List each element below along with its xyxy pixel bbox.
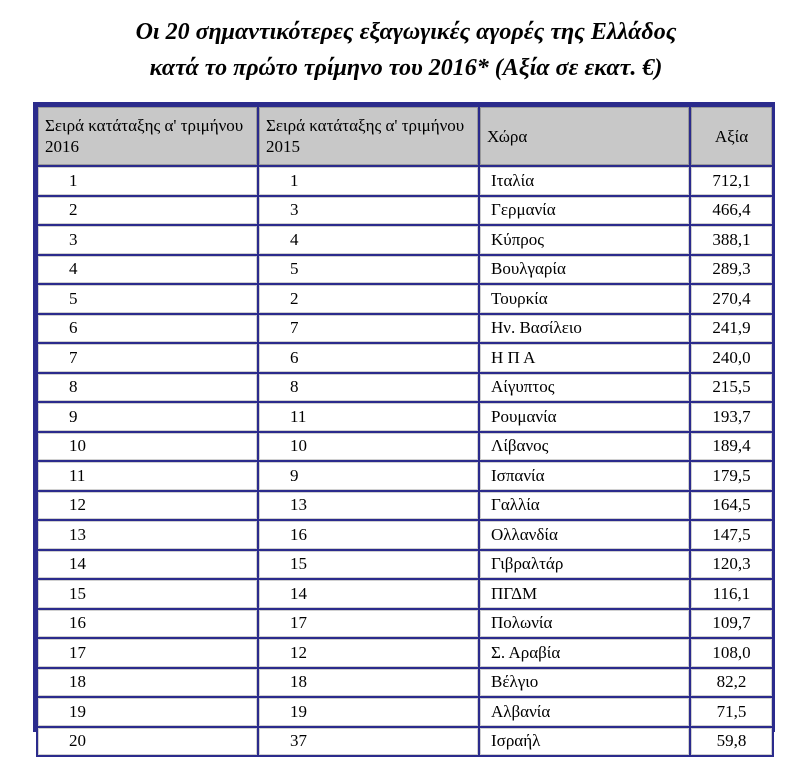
cell-value: 179,5 — [691, 462, 772, 490]
cell-country: Σ. Αραβία — [480, 639, 689, 667]
cell-value: 109,7 — [691, 610, 772, 638]
cell-rank-2015: 2 — [259, 285, 478, 313]
cell-value: 215,5 — [691, 374, 772, 402]
title-line-2: κατά το πρώτο τρίμηνο του 2016* (Αξία σε εκατ. €) — [149, 55, 663, 81]
cell-rank-2016: 5 — [38, 285, 257, 313]
cell-country: Ολλανδία — [480, 521, 689, 549]
cell-country: ΠΓΔΜ — [480, 580, 689, 608]
table-header-row — [38, 107, 772, 165]
cell-rank-2016: 15 — [38, 580, 257, 608]
cell-country: Αλβανία — [480, 698, 689, 726]
cell-rank-2015: 15 — [259, 551, 478, 579]
cell-value: 240,0 — [691, 344, 772, 372]
page-title — [0, 14, 812, 86]
cell-country: Ισπανία — [480, 462, 689, 490]
cell-country: Γαλλία — [480, 492, 689, 520]
cell-rank-2015: 16 — [259, 521, 478, 549]
cell-rank-2015: 1 — [259, 167, 478, 195]
cell-value: 270,4 — [691, 285, 772, 313]
cell-rank-2015: 3 — [259, 197, 478, 225]
cell-rank-2016: 11 — [38, 462, 257, 490]
cell-rank-2015: 12 — [259, 639, 478, 667]
table-row — [38, 639, 772, 667]
cell-value: 712,1 — [691, 167, 772, 195]
cell-rank-2016: 3 — [38, 226, 257, 254]
cell-country: Ισραήλ — [480, 728, 689, 756]
export-markets-table-frame — [33, 102, 775, 751]
table-row — [38, 256, 772, 284]
table-row — [38, 462, 772, 490]
cell-rank-2015: 14 — [259, 580, 478, 608]
cell-country: Ρουμανία — [480, 403, 689, 431]
title-line-1: Οι 20 σημαντικότερες εξαγωγικές αγορές της Ελλάδος — [135, 19, 677, 45]
cell-country: Βέλγιο — [480, 669, 689, 697]
table-row — [38, 551, 772, 579]
cell-value: 164,5 — [691, 492, 772, 520]
cell-rank-2016: 9 — [38, 403, 257, 431]
cell-value: 116,1 — [691, 580, 772, 608]
table-row — [38, 433, 772, 461]
cell-value: 71,5 — [691, 698, 772, 726]
cell-country: Βουλγαρία — [480, 256, 689, 284]
cell-rank-2015: 8 — [259, 374, 478, 402]
cell-rank-2016: 2 — [38, 197, 257, 225]
cell-value: 120,3 — [691, 551, 772, 579]
cell-value: 289,3 — [691, 256, 772, 284]
cell-value: 388,1 — [691, 226, 772, 254]
cell-rank-2016: 10 — [38, 433, 257, 461]
cell-country: Κύπρος — [480, 226, 689, 254]
cell-country: Πολωνία — [480, 610, 689, 638]
table-row — [38, 374, 772, 402]
table-row — [38, 403, 772, 431]
table-row — [38, 344, 772, 372]
cell-value: 466,4 — [691, 197, 772, 225]
cell-rank-2016: 12 — [38, 492, 257, 520]
cell-value: 193,7 — [691, 403, 772, 431]
cell-rank-2016: 4 — [38, 256, 257, 284]
cell-rank-2015: 17 — [259, 610, 478, 638]
table-body — [38, 167, 772, 755]
cell-rank-2016: 6 — [38, 315, 257, 343]
cell-country: Ην. Βασίλειο — [480, 315, 689, 343]
cell-rank-2016: 14 — [38, 551, 257, 579]
export-markets-table — [36, 105, 774, 757]
table-row — [38, 492, 772, 520]
cell-rank-2015: 7 — [259, 315, 478, 343]
table-row — [38, 197, 772, 225]
cell-rank-2016: 13 — [38, 521, 257, 549]
cell-rank-2015: 4 — [259, 226, 478, 254]
cell-rank-2015: 18 — [259, 669, 478, 697]
cell-rank-2015: 37 — [259, 728, 478, 756]
table-row — [38, 580, 772, 608]
table-row — [38, 610, 772, 638]
cell-value: 189,4 — [691, 433, 772, 461]
table-row — [38, 315, 772, 343]
table-row — [38, 698, 772, 726]
cell-value: 82,2 — [691, 669, 772, 697]
cell-rank-2016: 8 — [38, 374, 257, 402]
cell-country: Γερμανία — [480, 197, 689, 225]
cell-country: Αίγυπτος — [480, 374, 689, 402]
header-rank-2016: Σειρά κατάταξης α' τριμήνου 2016 — [38, 107, 257, 165]
cell-rank-2016: 7 — [38, 344, 257, 372]
cell-value: 241,9 — [691, 315, 772, 343]
cell-rank-2016: 18 — [38, 669, 257, 697]
cell-country: Γιβραλτάρ — [480, 551, 689, 579]
cell-rank-2016: 20 — [38, 728, 257, 756]
table-row — [38, 226, 772, 254]
cell-rank-2015: 6 — [259, 344, 478, 372]
cell-rank-2015: 5 — [259, 256, 478, 284]
table-row — [38, 669, 772, 697]
header-value: Αξία — [691, 107, 772, 165]
table-row — [38, 521, 772, 549]
table-row — [38, 285, 772, 313]
header-country: Χώρα — [480, 107, 689, 165]
header-rank-2015: Σειρά κατάταξης α' τριμήνου 2015 — [259, 107, 478, 165]
cell-country: Λίβανος — [480, 433, 689, 461]
cell-country: Τουρκία — [480, 285, 689, 313]
cell-rank-2016: 1 — [38, 167, 257, 195]
table-row — [38, 728, 772, 756]
cell-value: 108,0 — [691, 639, 772, 667]
cell-rank-2015: 10 — [259, 433, 478, 461]
cell-rank-2015: 9 — [259, 462, 478, 490]
table-row — [38, 167, 772, 195]
cell-value: 59,8 — [691, 728, 772, 756]
cell-rank-2016: 17 — [38, 639, 257, 667]
cell-rank-2016: 16 — [38, 610, 257, 638]
cell-value: 147,5 — [691, 521, 772, 549]
cell-rank-2015: 19 — [259, 698, 478, 726]
cell-rank-2015: 11 — [259, 403, 478, 431]
cell-country: Η Π Α — [480, 344, 689, 372]
cell-rank-2015: 13 — [259, 492, 478, 520]
cell-country: Ιταλία — [480, 167, 689, 195]
cell-rank-2016: 19 — [38, 698, 257, 726]
